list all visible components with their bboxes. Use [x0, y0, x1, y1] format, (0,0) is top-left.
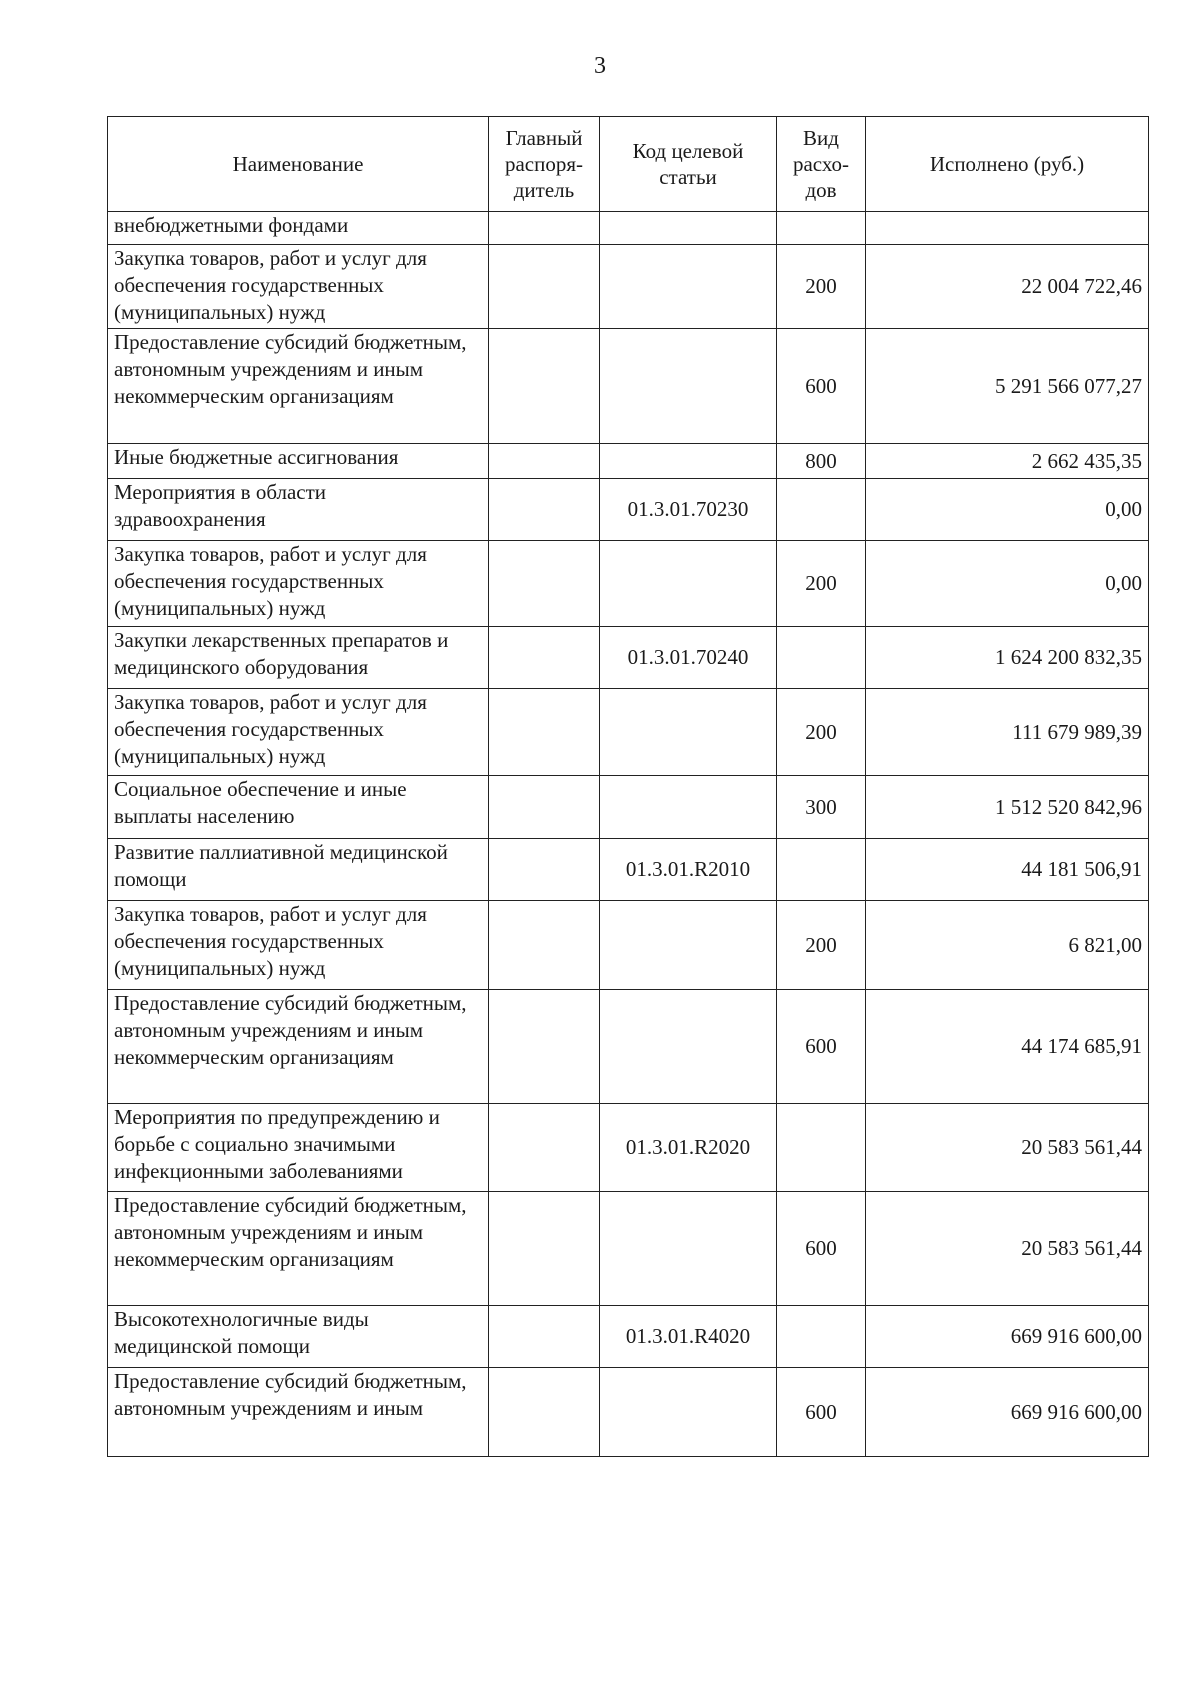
row-admin-cell [489, 1192, 600, 1306]
row-code-cell [600, 990, 777, 1104]
row-name-cell: Мероприятия в области здравоохранения [108, 479, 489, 541]
row-admin-cell [489, 329, 600, 444]
row-admin-cell [489, 444, 600, 479]
row-type-cell [777, 212, 866, 245]
row-amount-cell: 0,00 [866, 541, 1149, 627]
row-code-cell: 01.3.01.R4020 [600, 1306, 777, 1368]
row-admin-cell [489, 212, 600, 245]
table-body [108, 212, 1149, 1457]
row-amount-cell: 20 583 561,44 [866, 1192, 1149, 1306]
row-code-cell [600, 329, 777, 444]
row-type-cell [777, 1104, 866, 1192]
table-row [108, 839, 1149, 901]
row-admin-cell [489, 541, 600, 627]
row-admin-cell [489, 1104, 600, 1192]
row-amount-cell: 669 916 600,00 [866, 1368, 1149, 1457]
row-amount-cell: 22 004 722,46 [866, 245, 1149, 329]
table-row [108, 479, 1149, 541]
row-admin-cell [489, 1306, 600, 1368]
row-amount-cell: 44 181 506,91 [866, 839, 1149, 901]
row-name-cell: Предоставление субсидий бюджетным, автономным учреждениям и иным [108, 1368, 489, 1457]
row-amount-cell: 669 916 600,00 [866, 1306, 1149, 1368]
row-code-cell [600, 689, 777, 776]
table-row [108, 329, 1149, 444]
header-chief-administrator: Главный распоря-дитель [489, 117, 600, 212]
row-amount-cell: 0,00 [866, 479, 1149, 541]
row-code-cell: 01.3.01.R2020 [600, 1104, 777, 1192]
table-row [108, 1368, 1149, 1457]
row-amount-cell: 1 512 520 842,96 [866, 776, 1149, 839]
row-code-cell [600, 541, 777, 627]
row-amount-cell [866, 212, 1149, 245]
row-type-cell: 600 [777, 329, 866, 444]
row-amount-cell: 5 291 566 077,27 [866, 329, 1149, 444]
row-type-cell: 600 [777, 1192, 866, 1306]
row-name-cell: Закупки лекарственных препаратов и медицинского оборудования [108, 627, 489, 689]
row-admin-cell [489, 689, 600, 776]
row-name-cell: Иные бюджетные ассигнования [108, 444, 489, 479]
table-row [108, 990, 1149, 1104]
table-row [108, 776, 1149, 839]
row-code-cell [600, 444, 777, 479]
row-code-cell [600, 245, 777, 329]
page-number: 3 [594, 53, 606, 79]
header-target-code: Код целевой статьи [600, 117, 777, 212]
row-type-cell [777, 479, 866, 541]
row-type-cell: 200 [777, 541, 866, 627]
row-code-cell [600, 212, 777, 245]
row-name-cell: Закупка товаров, работ и услуг для обеспечения государственных (муниципальных) нужд [108, 245, 489, 329]
row-code-cell [600, 901, 777, 990]
row-code-cell [600, 1192, 777, 1306]
row-code-cell: 01.3.01.70230 [600, 479, 777, 541]
table-row [108, 1104, 1149, 1192]
row-name-cell: Предоставление субсидий бюджетным, автономным учреждениям и иным некоммерческим организациям [108, 990, 489, 1104]
row-admin-cell [489, 776, 600, 839]
row-admin-cell [489, 990, 600, 1104]
row-type-cell [777, 627, 866, 689]
row-name-cell: Закупка товаров, работ и услуг для обеспечения государственных (муниципальных) нужд [108, 541, 489, 627]
table-row [108, 1192, 1149, 1306]
row-name-cell: Предоставление субсидий бюджетным, автономным учреждениям и иным некоммерческим организациям [108, 329, 489, 444]
row-amount-cell: 111 679 989,39 [866, 689, 1149, 776]
row-name-cell: Мероприятия по предупреждению и борьбе с социально значимыми инфекционными заболеваниями [108, 1104, 489, 1192]
row-admin-cell [489, 1368, 600, 1457]
table-row [108, 1306, 1149, 1368]
row-type-cell: 200 [777, 689, 866, 776]
row-name-cell: Социальное обеспечение и иные выплаты населению [108, 776, 489, 839]
row-code-cell [600, 776, 777, 839]
row-code-cell [600, 1368, 777, 1457]
row-name-cell: Высокотехнологичные виды медицинской помощи [108, 1306, 489, 1368]
row-admin-cell [489, 627, 600, 689]
row-type-cell: 200 [777, 245, 866, 329]
table-row [108, 901, 1149, 990]
row-type-cell: 200 [777, 901, 866, 990]
row-type-cell [777, 1306, 866, 1368]
row-type-cell: 300 [777, 776, 866, 839]
row-amount-cell: 2 662 435,35 [866, 444, 1149, 479]
header-expense-type: Вид расхо-дов [777, 117, 866, 212]
row-admin-cell [489, 479, 600, 541]
row-amount-cell: 1 624 200 832,35 [866, 627, 1149, 689]
table-row [108, 444, 1149, 479]
row-type-cell: 800 [777, 444, 866, 479]
table-row [108, 689, 1149, 776]
budget-execution-table [107, 116, 1149, 1457]
row-type-cell: 600 [777, 990, 866, 1104]
header-name: Наименование [108, 117, 489, 212]
row-name-cell: Развитие паллиативной медицинской помощи [108, 839, 489, 901]
table-row [108, 627, 1149, 689]
table-header-row [108, 117, 1149, 212]
row-amount-cell: 20 583 561,44 [866, 1104, 1149, 1192]
row-admin-cell [489, 901, 600, 990]
row-name-cell: внебюджетными фондами [108, 212, 489, 245]
row-type-cell [777, 839, 866, 901]
table-row [108, 541, 1149, 627]
row-amount-cell: 6 821,00 [866, 901, 1149, 990]
row-name-cell: Предоставление субсидий бюджетным, автономным учреждениям и иным некоммерческим организациям [108, 1192, 489, 1306]
table-row [108, 245, 1149, 329]
row-code-cell: 01.3.01.70240 [600, 627, 777, 689]
row-name-cell: Закупка товаров, работ и услуг для обеспечения государственных (муниципальных) нужд [108, 689, 489, 776]
header-executed-amount: Исполнено (руб.) [866, 117, 1149, 212]
row-amount-cell: 44 174 685,91 [866, 990, 1149, 1104]
row-admin-cell [489, 839, 600, 901]
row-admin-cell [489, 245, 600, 329]
row-name-cell: Закупка товаров, работ и услуг для обеспечения государственных (муниципальных) нужд [108, 901, 489, 990]
table-row [108, 212, 1149, 245]
row-type-cell: 600 [777, 1368, 866, 1457]
row-code-cell: 01.3.01.R2010 [600, 839, 777, 901]
